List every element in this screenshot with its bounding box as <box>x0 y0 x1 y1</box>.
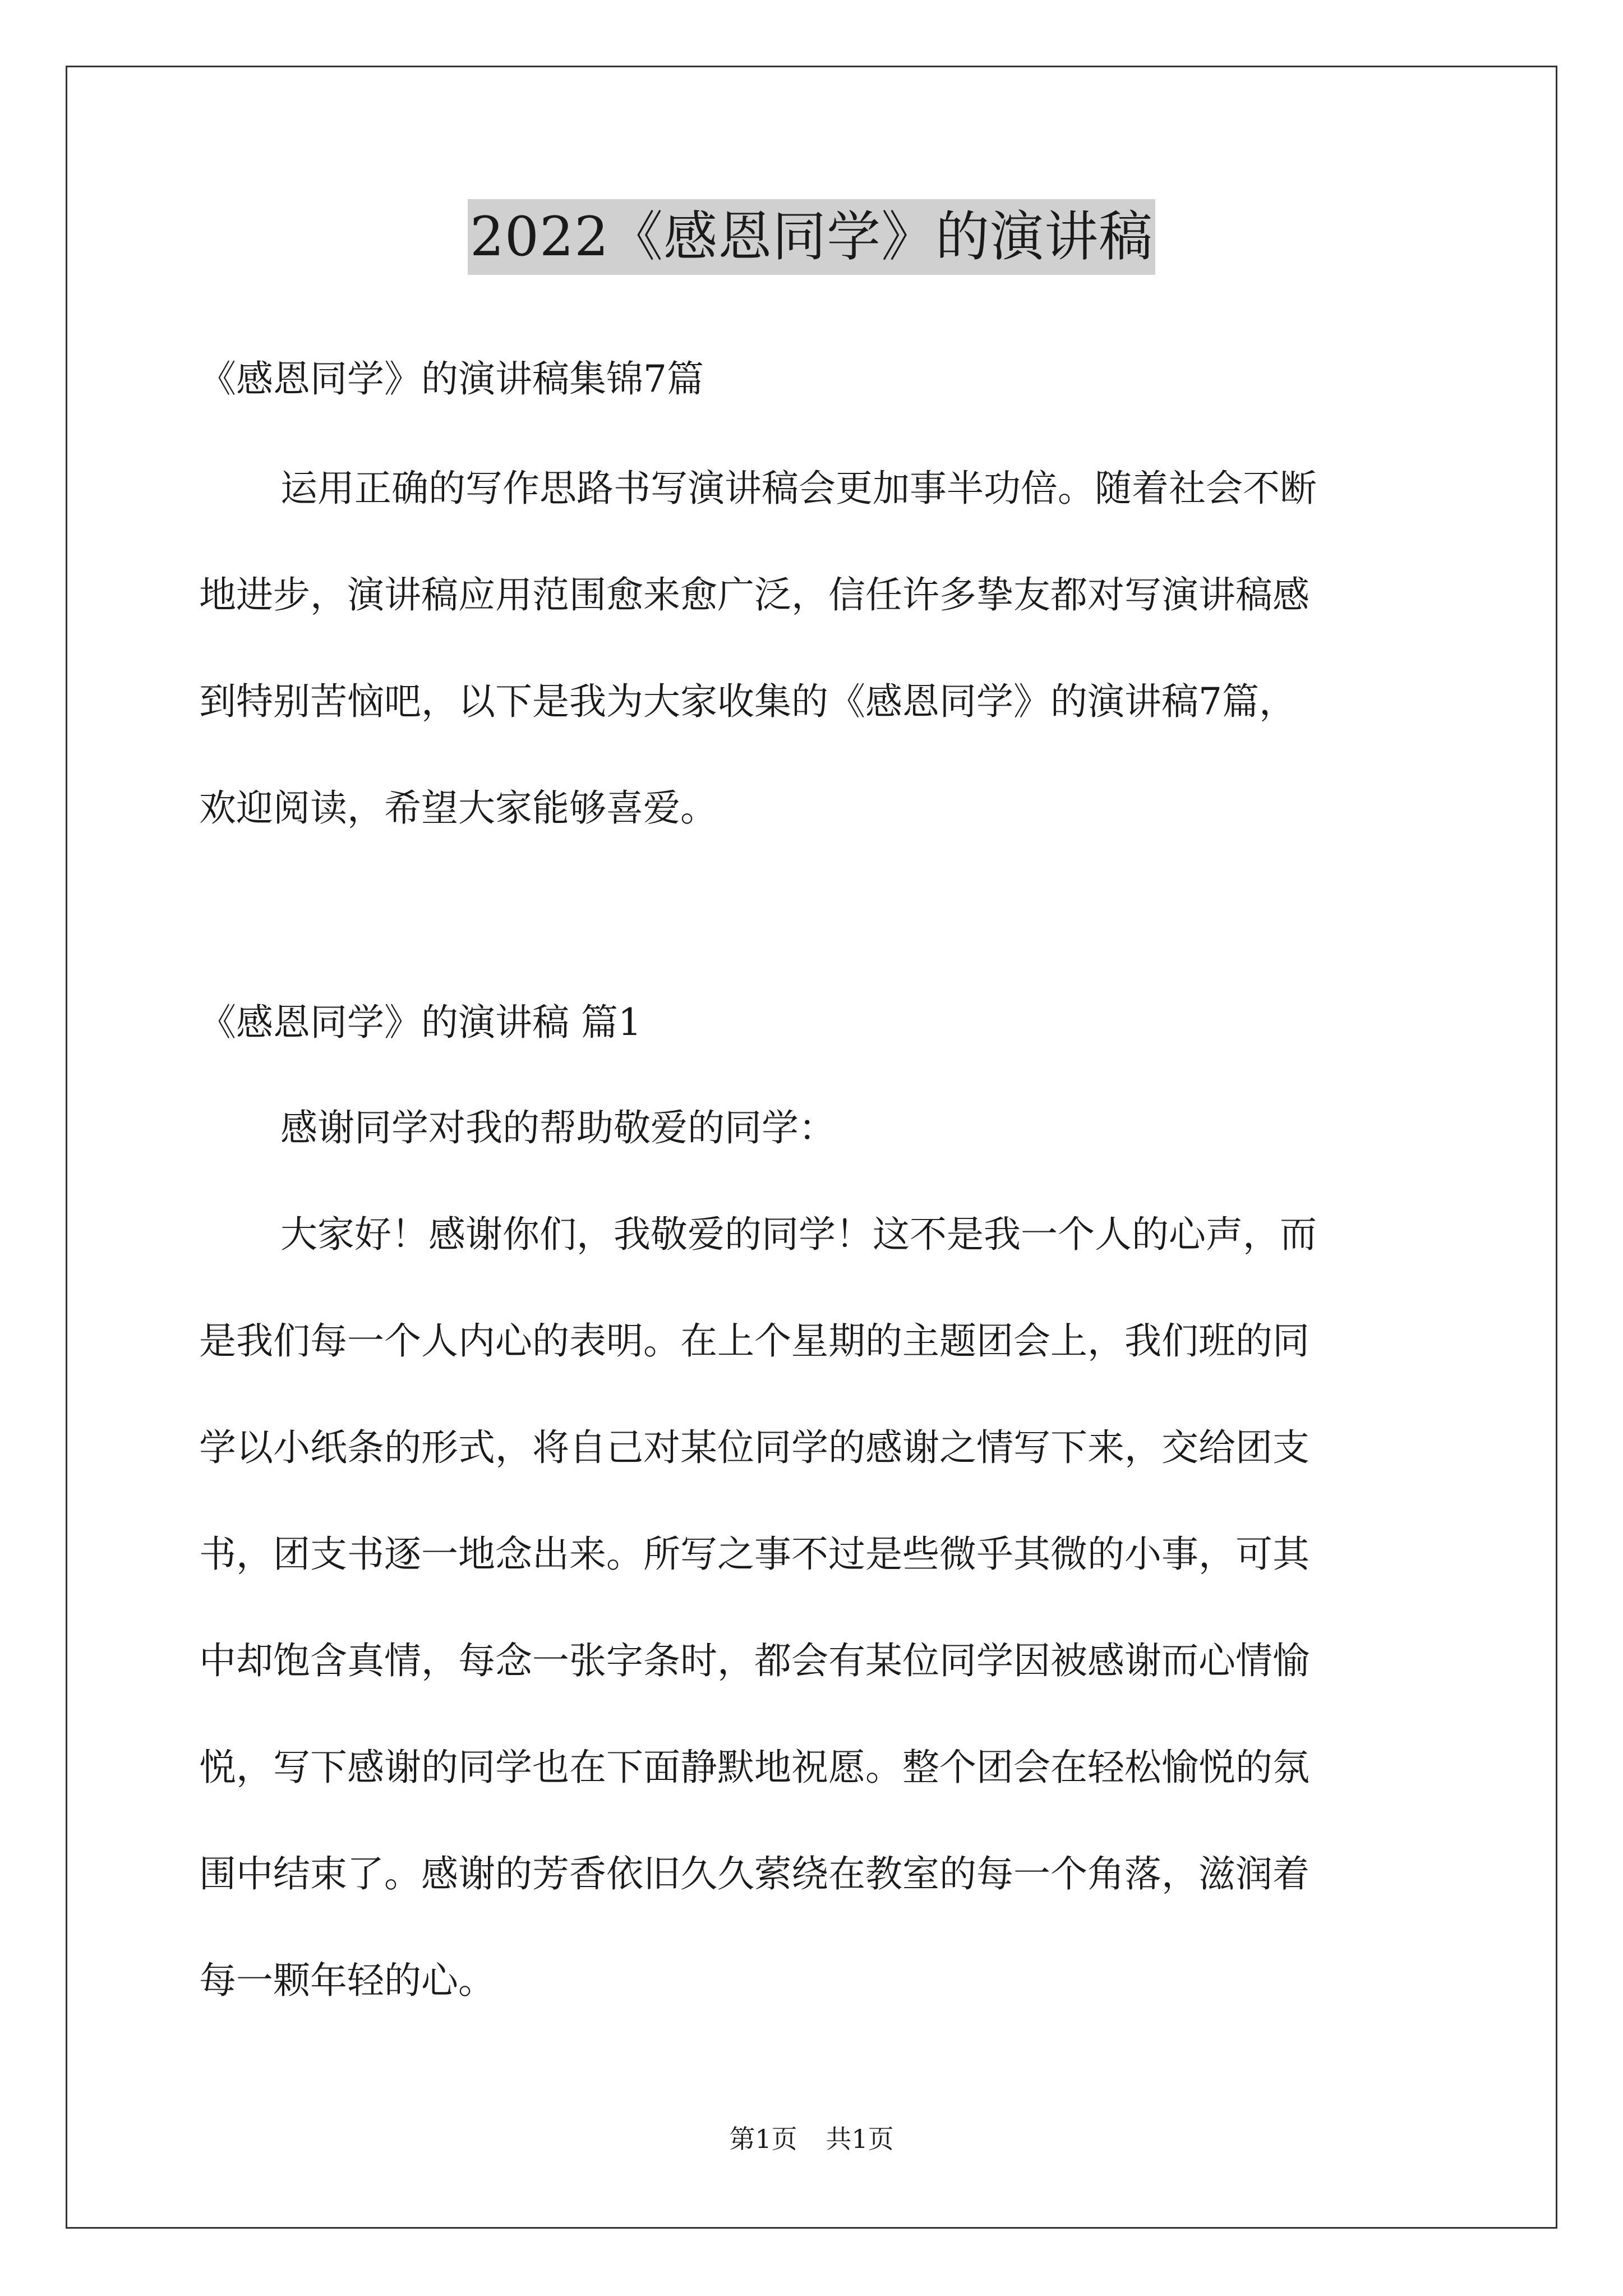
intro-line-4: 欢迎阅读，希望大家能够喜爱。 <box>199 786 717 830</box>
document-subtitle: 《感恩同学》的演讲稿集锦7篇 <box>199 357 704 401</box>
body-line-1: 大家好！感谢你们，我敬爱的同学！这不是我一个人的心声，而 <box>280 1213 1317 1256</box>
body-line-2: 是我们每一个人内心的表明。在上个星期的主题团会上，我们班的同 <box>199 1319 1310 1363</box>
greeting-line: 感谢同学对我的帮助敬爱的同学： <box>280 1106 836 1149</box>
document-title: 2022《感恩同学》的演讲稿 <box>468 199 1155 275</box>
body-line-3: 学以小纸条的形式，将自己对某位同学的感谢之情写下来，交给团支 <box>199 1426 1310 1469</box>
page-number: 第1页 <box>729 2124 797 2154</box>
intro-line-2: 地进步，演讲稿应用范围愈来愈广泛，信任许多挚友都对写演讲稿感 <box>199 573 1310 616</box>
body-line-4: 书，团支书逐一地念出来。所写之事不过是些微乎其微的小事，可其 <box>199 1533 1310 1576</box>
page-total: 共1页 <box>826 2124 894 2154</box>
title-container <box>0 199 1623 275</box>
intro-line-1: 运用正确的写作思路书写演讲稿会更加事半功倍。随着社会不断 <box>280 467 1317 510</box>
section-heading: 《感恩同学》的演讲稿 篇1 <box>199 1001 642 1044</box>
page-footer <box>0 2126 1623 2152</box>
body-line-7: 围中结束了。感谢的芳香依旧久久萦绕在教室的每一个角落，滋润着 <box>199 1852 1310 1895</box>
intro-line-3: 到特别苦恼吧，以下是我为大家收集的《感恩同学》的演讲稿7篇， <box>199 680 1296 723</box>
body-line-5: 中却饱含真情，每念一张字条时，都会有某位同学因被感谢而心情愉 <box>199 1639 1310 1682</box>
body-line-6: 悦，写下感谢的同学也在下面静默地祝愿。整个团会在轻松愉悦的氛 <box>199 1746 1310 1789</box>
body-line-8: 每一颗年轻的心。 <box>199 1959 495 2002</box>
